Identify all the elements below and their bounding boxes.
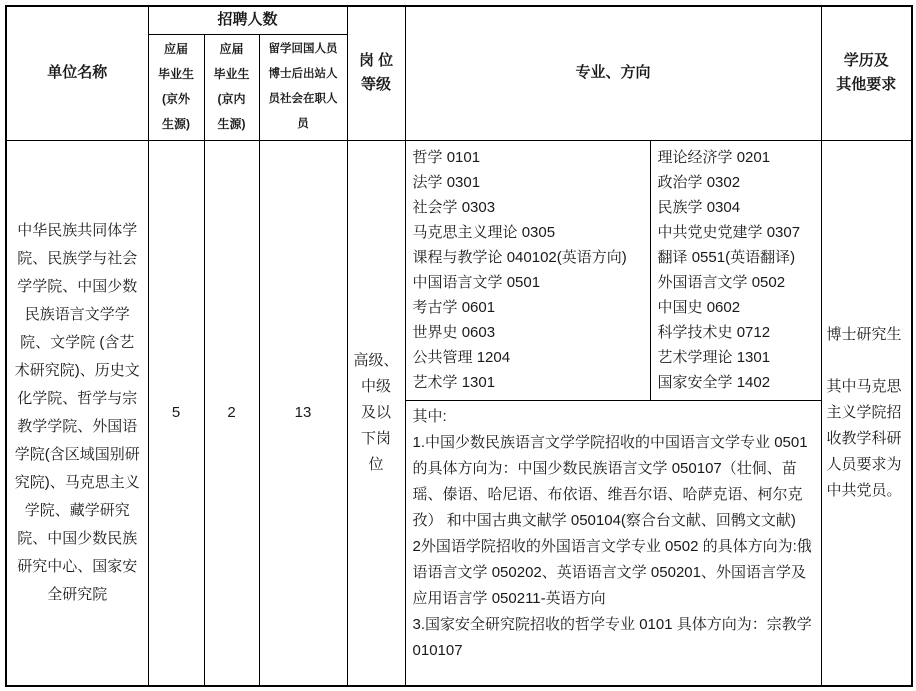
note-paragraph: 2外国语学院招收的外国语言文学专业 0502 的具体方向为:俄语语言文学 050202、英语语言文学 050201、外国语言学及应用语言学 050211-英语方向 <box>412 537 812 607</box>
cell-major-direction <box>405 140 821 686</box>
header-fresh-grad-outside-beijing: 应届 毕业生 (京外 生源) <box>148 34 204 140</box>
majors-list-left <box>406 141 651 400</box>
major-item: 中共党史党建学 0307 <box>657 223 801 241</box>
major-item: 科学技术史 0712 <box>657 323 771 341</box>
major-item: 理论经济学 0201 <box>657 148 771 166</box>
cell-unit-name: 中华民族共同体学院、民族学与社会学学院、中国少数民族语言文学学院、文学院 (含艺术研究院)、历史文化学院、哲学与宗教学学院、外国语学院(含区域国别研究院)、马克思主义学院、藏学研究院、中国少数民族研究中心、国家安全研究院 <box>6 140 148 686</box>
major-item: 课程与教学论 040102(英语方向) <box>412 248 627 266</box>
majors-notes <box>406 401 821 664</box>
majors-columns <box>406 141 821 401</box>
header-returnee-postdoc-social: 留学回国人员 博士后出站人 员社会在职人 员 <box>259 34 347 140</box>
major-item: 社会学 0303 <box>412 198 496 216</box>
major-item: 中国史 0602 <box>657 298 741 316</box>
major-item: 考古学 0601 <box>412 298 496 316</box>
major-item: 艺术学 1301 <box>412 373 496 391</box>
cell-count-fresh-grad-inside: 2 <box>204 140 259 686</box>
major-item: 外国语言文学 0502 <box>657 273 786 291</box>
cell-count-returnee: 13 <box>259 140 347 686</box>
cell-degree-requirement <box>821 140 912 686</box>
header-fresh-grad-inside-beijing: 应届 毕业生 (京内 生源) <box>204 34 259 140</box>
major-item: 中国语言文学 0501 <box>412 273 541 291</box>
header-degree-requirement: 学历及 其他要求 <box>821 6 912 140</box>
majors-list-right <box>651 141 821 400</box>
cell-count-fresh-grad-outside: 5 <box>148 140 204 686</box>
header-major-direction: 专业、方向 <box>405 6 821 140</box>
header-unit-name: 单位名称 <box>6 6 148 140</box>
header-recruit-count: 招聘人数 <box>148 6 347 34</box>
major-item: 艺术学理论 1301 <box>657 348 771 366</box>
major-item: 政治学 0302 <box>657 173 741 191</box>
major-item: 马克思主义理论 0305 <box>412 223 556 241</box>
recruitment-table <box>5 5 913 687</box>
major-item: 哲学 0101 <box>412 148 481 166</box>
major-item: 民族学 0304 <box>657 198 741 216</box>
note-paragraph: 其中: <box>412 407 447 425</box>
major-item: 公共管理 1204 <box>412 348 511 366</box>
major-item: 法学 0301 <box>412 173 481 191</box>
note-paragraph: 1.中国少数民族语言文学学院招收的中国语言文学专业 0501 的具体方向为：中国少数民族语言文学 050107（壮侗、苗瑶、傣语、哈尼语、布依语、维吾尔语、哈萨克语、柯尔克孜） 和中国古典文献学 050104(察合台文献、回鹘文文献) <box>412 433 808 529</box>
requirement-paragraph: 博士研究生 <box>826 325 902 343</box>
header-post-level: 岗 位 等级 <box>347 6 405 140</box>
major-item: 国家安全学 1402 <box>657 373 771 391</box>
cell-post-level: 高级、 中级 及以 下岗 位 <box>347 140 405 686</box>
note-paragraph: 3.国家安全研究院招收的哲学专业 0101 具体方向为：宗教学 010107 <box>412 615 812 659</box>
major-item: 世界史 0603 <box>412 323 496 341</box>
requirement-paragraph: 其中马克思主义学院招收教学科研人员要求为中共党员。 <box>826 377 902 499</box>
major-item: 翻译 0551(英语翻译) <box>657 248 796 266</box>
